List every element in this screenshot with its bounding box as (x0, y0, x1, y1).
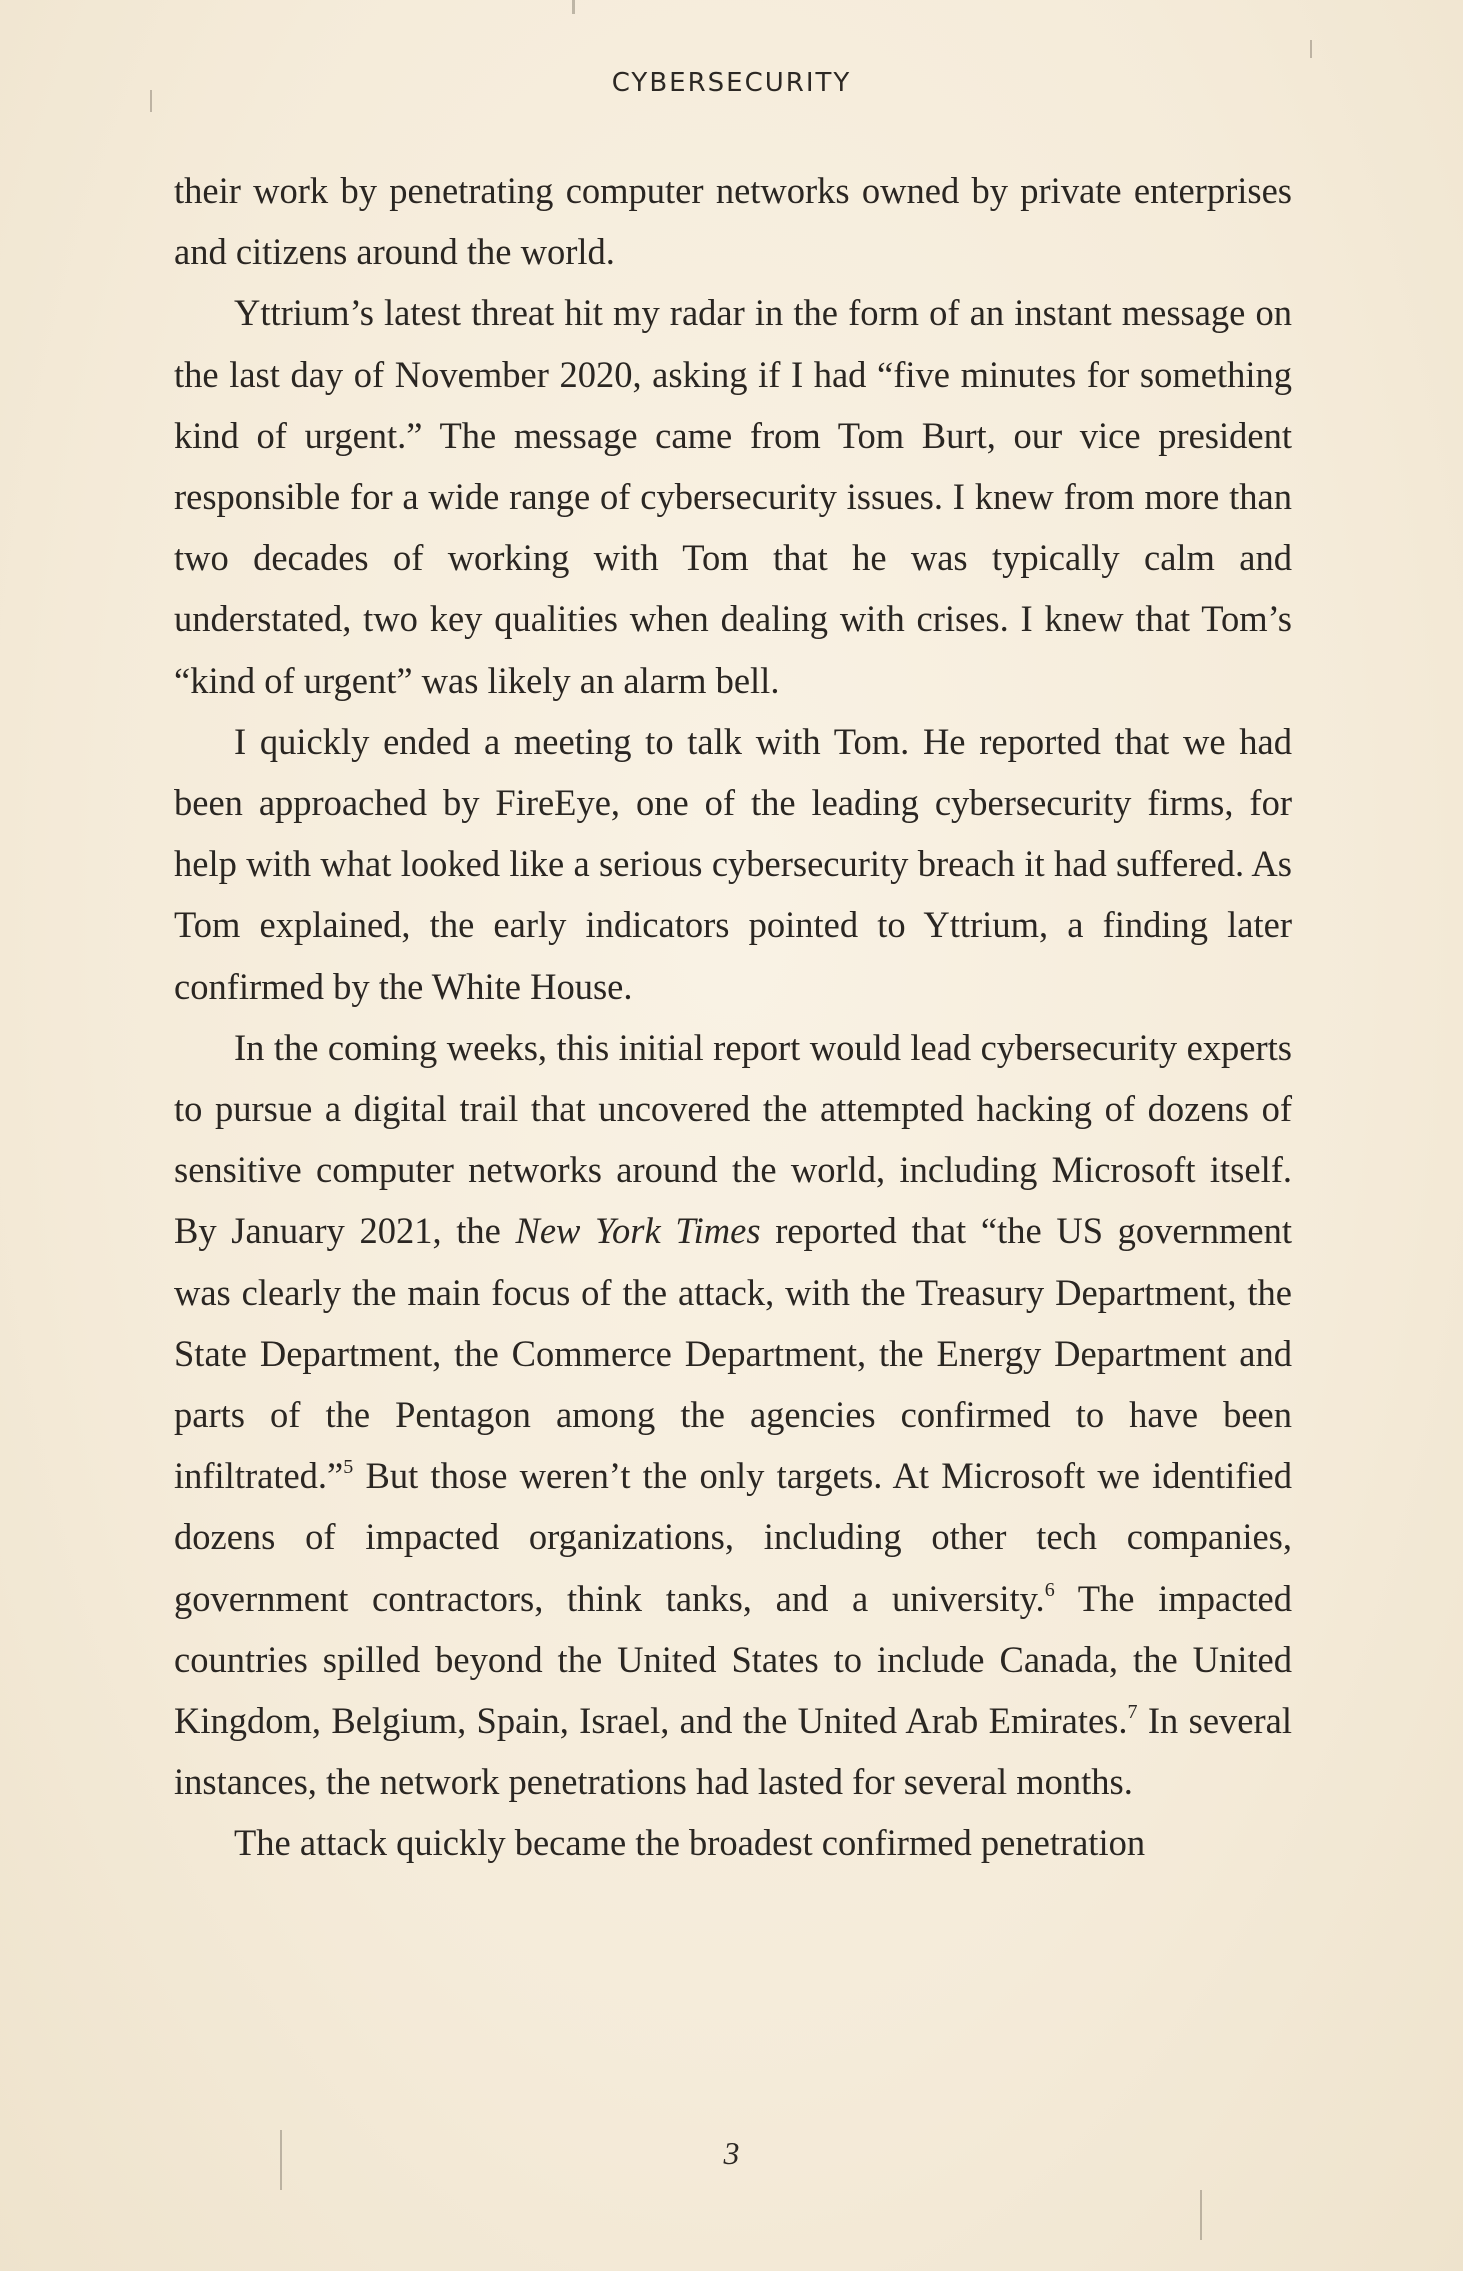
paragraph-4-text-b: reported that “the US government was clearly the main focus of the attack, with the Treasury Department, the State Department, the Commerce Department, the Energy Department and parts of the Pentagon among the agencies confirmed to have been infiltrated.” (174, 1210, 1292, 1497)
paper-speck (1200, 2190, 1202, 2240)
paragraph-5: The attack quickly became the broadest confirmed penetration (234, 1822, 1146, 1864)
paragraph-1: their work by penetrating computer networks owned by private enterprises and citizens around the world. (174, 170, 1292, 273)
paragraph-4 (174, 1017, 1292, 1813)
paragraph-4-text-c: But those weren’t the only targets. At Microsoft we identified dozens of impacted organizations, including other tech companies, government contractors, think tanks, and a university. (174, 1455, 1292, 1619)
paper-speck (572, 0, 575, 14)
paragraph-4-text-e: In several instances, the network penetrations had lasted for several months. (174, 1700, 1292, 1803)
publication-title: New York Times (515, 1210, 761, 1252)
paragraph-3: I quickly ended a meeting to talk with Tom. He reported that we had been approached by FireEye, one of the leading cybersecurity firms, for help with what looked like a serious cybersecurity breach it had suffered. As Tom explained, the early indicators pointed to Yttrium, a finding later confirmed by the White House. (174, 720, 1292, 1007)
footnote-ref-5[interactable]: 5 (343, 1456, 354, 1479)
paragraph-4-text-d: The impacted countries spilled beyond the United States to include Canada, the United Kingdom, Belgium, Spain, Israel, and the United Arab Emirates. (174, 1577, 1292, 1742)
paragraph-4-text-a: In the coming weeks, this initial report would lead cybersecurity experts to pursue a digital trail that uncovered the attempted hacking of dozens of sensitive computer networks around the world, including Microsoft itself. By January 2021, the (174, 1026, 1292, 1252)
footnote-ref-7[interactable]: 7 (1127, 1701, 1138, 1724)
running-head: CYBERSECURITY (611, 68, 852, 98)
paragraph-2: Yttrium’s latest threat hit my radar in the form of an instant message on the last day of November 2020, asking if I had “five minutes for something kind of urgent.” The message came from Tom Burt, our vice president responsible for a wide range of cybersecurity issues. I knew from more than two decades of working with Tom that he was typically calm and understated, two key qualities when dealing with crises. I knew that Tom’s “kind of urgent” was likely an alarm bell. (174, 292, 1292, 701)
page-number: 3 (723, 2135, 740, 2171)
footnote-ref-6[interactable]: 6 (1044, 1578, 1055, 1601)
paper-speck (1310, 40, 1312, 58)
body-text (174, 160, 1292, 1874)
